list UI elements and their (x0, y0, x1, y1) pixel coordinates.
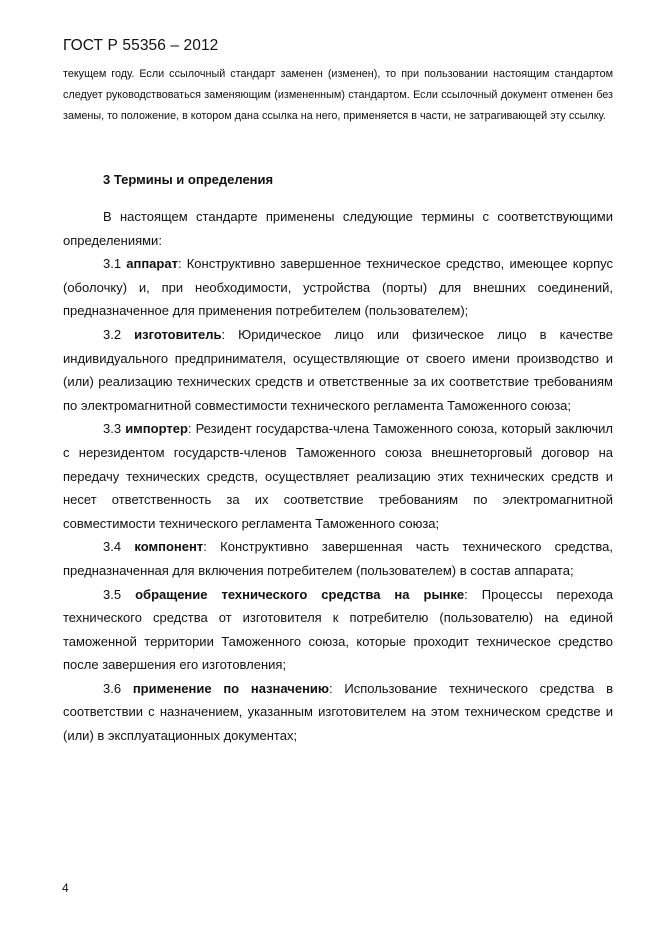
definition-text: : Процессы перехода технического средства от изготовителя к потребителю (пользователю) на единой таможенной территории Таможенного союза, которые проходит техническое средство после завершения его изготовления; (63, 586, 614, 673)
definition-term: импортер (125, 421, 188, 437)
definition-term: обращение технического средства на рынке (135, 586, 465, 602)
definition-3-5 (63, 583, 613, 677)
section-intro-paragraph: В настоящем стандарте применены следующие термины с соответствующими определениями: (63, 209, 613, 248)
definition-3-1 (63, 252, 613, 323)
definition-number: 3.2 (103, 326, 122, 342)
terms-body (63, 205, 613, 748)
intro-paragraph: текущем году. Если ссылочный стандарт заменен (изменен), то при пользовании настоящим стандартом следует руководствоваться заменяющим (измененным) стандартом. Если ссылочный документ отменен без замены, то положение, в котором дана ссылка на него, применяется в части, не затрагивающей эту ссылку. (63, 68, 613, 123)
definition-text: : Использование технического средства в соответствии с назначением, указанным изготовителем на этом техническом средстве и (или) в эксплуатационных документах; (63, 680, 613, 744)
definition-term: компонент (134, 539, 204, 555)
definition-3-4 (63, 535, 613, 582)
page-number: 4 (62, 881, 69, 895)
definition-text: : Конструктивно завершенная часть технического средства, предназначенная для включения потребителем (пользователем) в состав аппарата; (63, 539, 613, 578)
definition-3-2 (63, 323, 613, 417)
definition-text: : Конструктивно завершенное техническое средство, имеющее корпус (оболочку) и, при необходимости, устройства (порты) для внешних соединений, предназначенное для применения потребителем (пользователем); (63, 256, 613, 319)
definition-number: 3.5 (103, 586, 122, 602)
definition-number: 3.3 (103, 421, 122, 437)
definition-text: : Юридическое лицо или физическое лицо в качестве индивидуального предпринимателя, осуществляющие от своего имени производство и (или) реализацию технических средств и ответственные за их соответствие требованиям по электромагнитной совместимости технического регламента Таможенного союза; (63, 326, 613, 413)
definition-term: применение по назначению (132, 680, 330, 696)
definition-text: : Резидент государства-члена Таможенного союза, который заключил с нерезидентом государств-членов Таможенного союза внешнеторговый договор на передачу технических средств, осуществляет реализацию этих технических средств и несет ответственность за их соответствие требованиям по электромагнитной совместимости технического регламента Таможенного союза; (63, 421, 613, 531)
definition-number: 3.6 (103, 680, 122, 696)
definition-number: 3.1 (103, 256, 122, 272)
definition-number: 3.4 (103, 539, 122, 555)
definition-3-6 (63, 677, 613, 748)
section-title: 3 Термины и определения (103, 172, 274, 187)
definition-term: аппарат (126, 256, 178, 272)
definition-3-3 (63, 417, 613, 535)
document-header: ГОСТ Р 55356 – 2012 (63, 37, 219, 54)
definition-term: изготовитель (134, 326, 222, 342)
